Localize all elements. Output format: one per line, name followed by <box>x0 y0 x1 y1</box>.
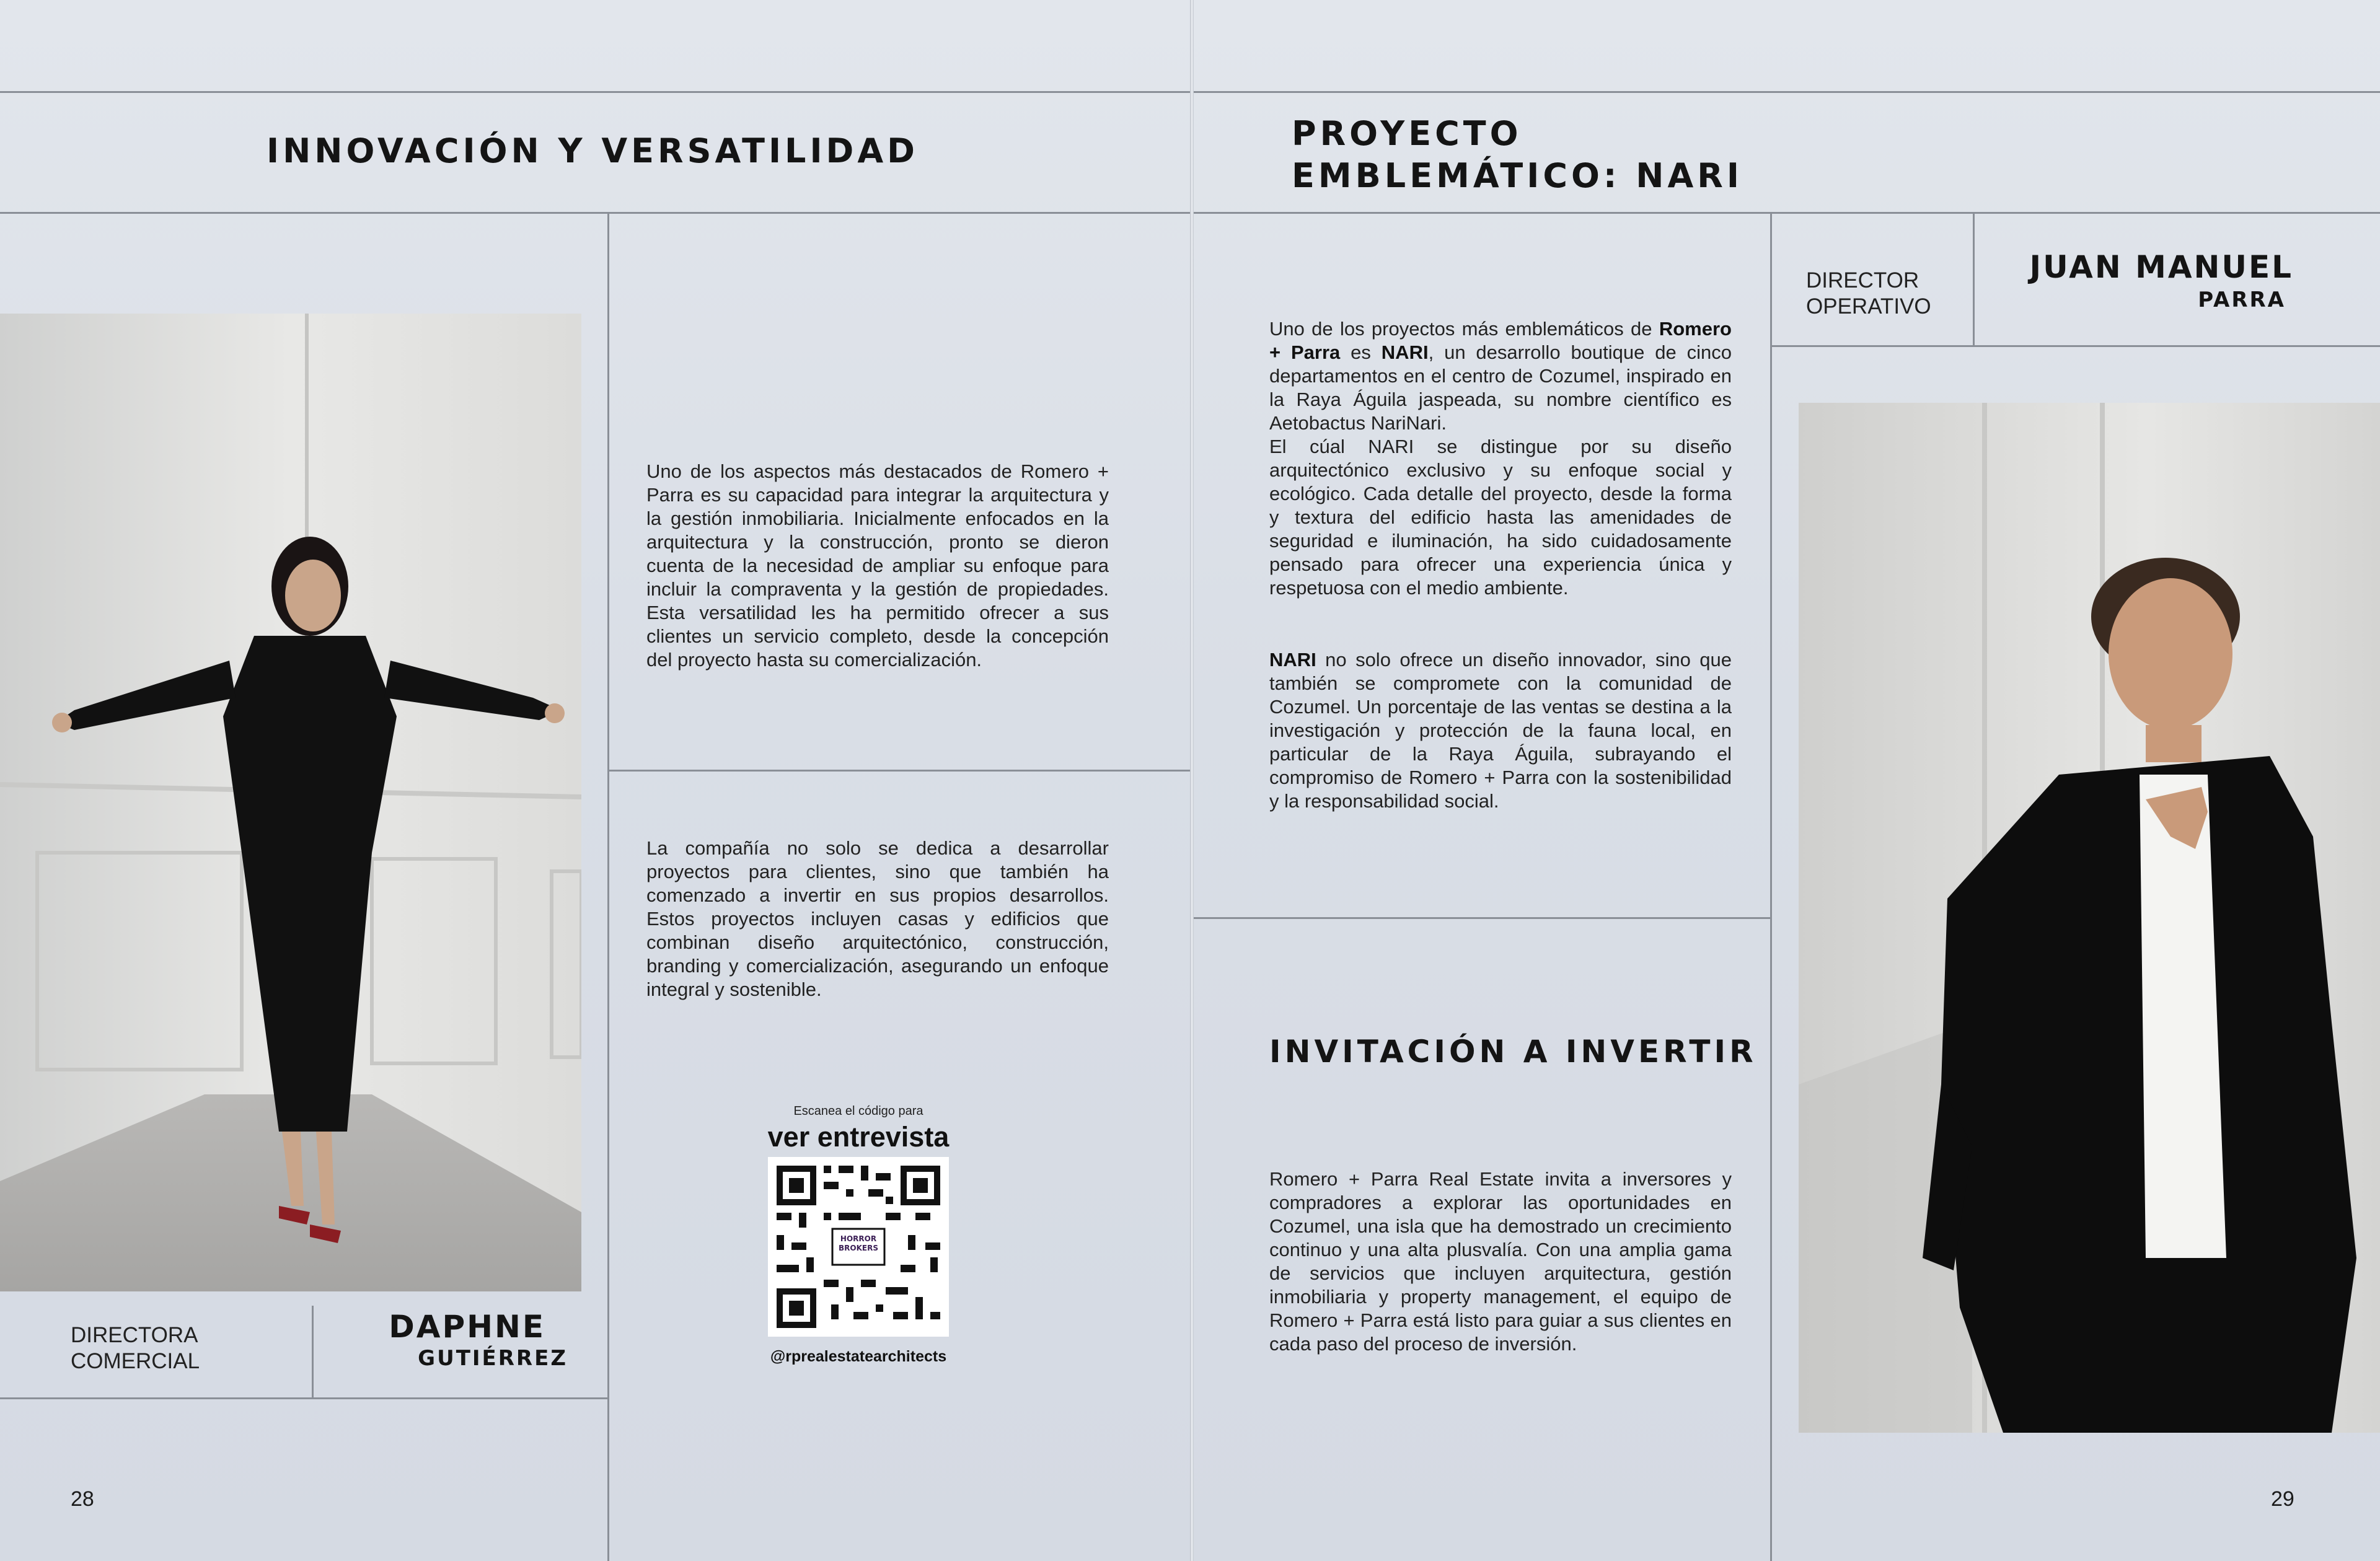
text-run: Uno de los proyectos más emblemáticos de <box>1269 318 1659 340</box>
portrait-photo-illustration <box>1799 403 2380 1433</box>
qr-block <box>750 1104 967 1366</box>
text-run: no solo ofrece un diseño innovador, sino que también se compromete con la comunidad de Cozumel. Un porcentaje de las ventas se destina a la investigación y protección de la fauna local, en particular de la Raya Águila, subrayando el compromiso de Romero + Parra con la sostenibilidad y la responsabilidad social. <box>1269 649 1732 812</box>
qr-code[interactable] <box>768 1157 949 1337</box>
right-page <box>1194 0 2380 1561</box>
bold-run: NARI <box>1269 649 1316 671</box>
person-last-name: GUTIÉRREZ <box>418 1346 568 1371</box>
qr-handle[interactable]: @rprealestatearchitects <box>770 1348 947 1365</box>
role-label: DIRECTORA COMERCIAL <box>71 1323 200 1373</box>
divider <box>1194 91 2380 93</box>
portrait-photo <box>1799 403 2380 1433</box>
divider <box>1194 212 2380 214</box>
divider <box>607 770 1190 772</box>
divider <box>0 212 1190 214</box>
person-first-name: DAPHNE <box>389 1309 545 1345</box>
page-heading: INNOVACIÓN Y VERSATILIDAD <box>267 131 919 170</box>
paragraph <box>1269 317 1732 600</box>
divider <box>1770 345 2380 347</box>
paragraph-line: El cúal NARI se distingue por su diseño arquitectónico exclusivo y su enfoque social y ecológico. Cada detalle del proyecto, desde la forma y textura del edificio hasta las amenidades de seguridad e iluminación, ha sido cuidadosamente pensado para ofrecer una experiencia única y respetuosa con el medio ambiente. <box>1269 436 1732 599</box>
divider <box>1973 212 1975 345</box>
qr-caption: Escanea el código para <box>793 1104 923 1118</box>
bold-run: NARI <box>1381 341 1429 363</box>
paragraph: Uno de los aspectos más destacados de Romero + Parra es su capacidad para integrar la arquitectura y la gestión inmobiliaria. Inicialmente enfocados en la arquitectura y la construcción, pronto se dieron cuenta de la necesidad de ampliar su enfoque para incluir la compraventa y la gestión de propiedades. Esta versatilidad les ha permitido ofrecer a sus clientes un servicio completo, desde la concepción del proyecto hasta su comercialización. <box>646 460 1109 671</box>
paragraph-line <box>1269 648 1732 813</box>
qr-center-badge: HORROR BROKERS <box>839 1234 878 1252</box>
section-heading: INVITACIÓN A INVERTIR <box>1269 1034 1757 1070</box>
portrait-photo-illustration <box>0 314 581 1291</box>
page-number: 29 <box>2271 1487 2294 1511</box>
divider <box>0 1397 609 1399</box>
divider <box>1194 917 1772 919</box>
paragraph: La compañía no solo se dedica a desarrollar proyectos para clientes, sino que también ha comenzado a invertir en sus propios desarrollos. Estos proyectos incluyen casas y edificios que combinan diseño arquitectónico, construcción, branding y comercialización, asegurando un enfoque integral y sostenible. <box>646 837 1109 1000</box>
bold-run: Romero + Parra <box>1269 318 1732 363</box>
text-run: , un desarrollo boutique de cinco departamentos en el centro de Cozumel, inspirado en la Raya Águila jaspeada, su nombre científico es Aetobactus NariNari. <box>1269 341 1732 434</box>
person-first-name: JUAN MANUEL <box>2029 249 2293 285</box>
column-divider <box>607 212 609 1561</box>
portrait-photo <box>0 314 581 1291</box>
person-last-name: PARRA <box>2198 288 2286 312</box>
divider <box>0 91 1190 93</box>
page-heading: PROYECTO EMBLEMÁTICO: NARI <box>1292 114 1743 195</box>
paragraph <box>1269 648 1732 813</box>
paragraph: Romero + Parra Real Estate invita a inversores y compradores a explorar las oportunidades en Cozumel, una isla que ha demostrado un crecimiento continuo y una alta plusvalía. Con una amplia gama de servicios que incluyen arquitectura, gestión inmobiliaria y property management, el equipo de Romero + Parra está listo para guiar a sus clientes en cada paso del proceso de inversión. <box>1269 1168 1732 1355</box>
page-number: 28 <box>71 1487 94 1511</box>
divider <box>312 1306 314 1397</box>
paragraph-line <box>1269 317 1732 435</box>
qr-cta: ver entrevista <box>767 1121 950 1153</box>
column-divider <box>1770 212 1772 1561</box>
role-label: DIRECTOR OPERATIVO <box>1806 268 1931 319</box>
text-run: es <box>1340 341 1382 363</box>
